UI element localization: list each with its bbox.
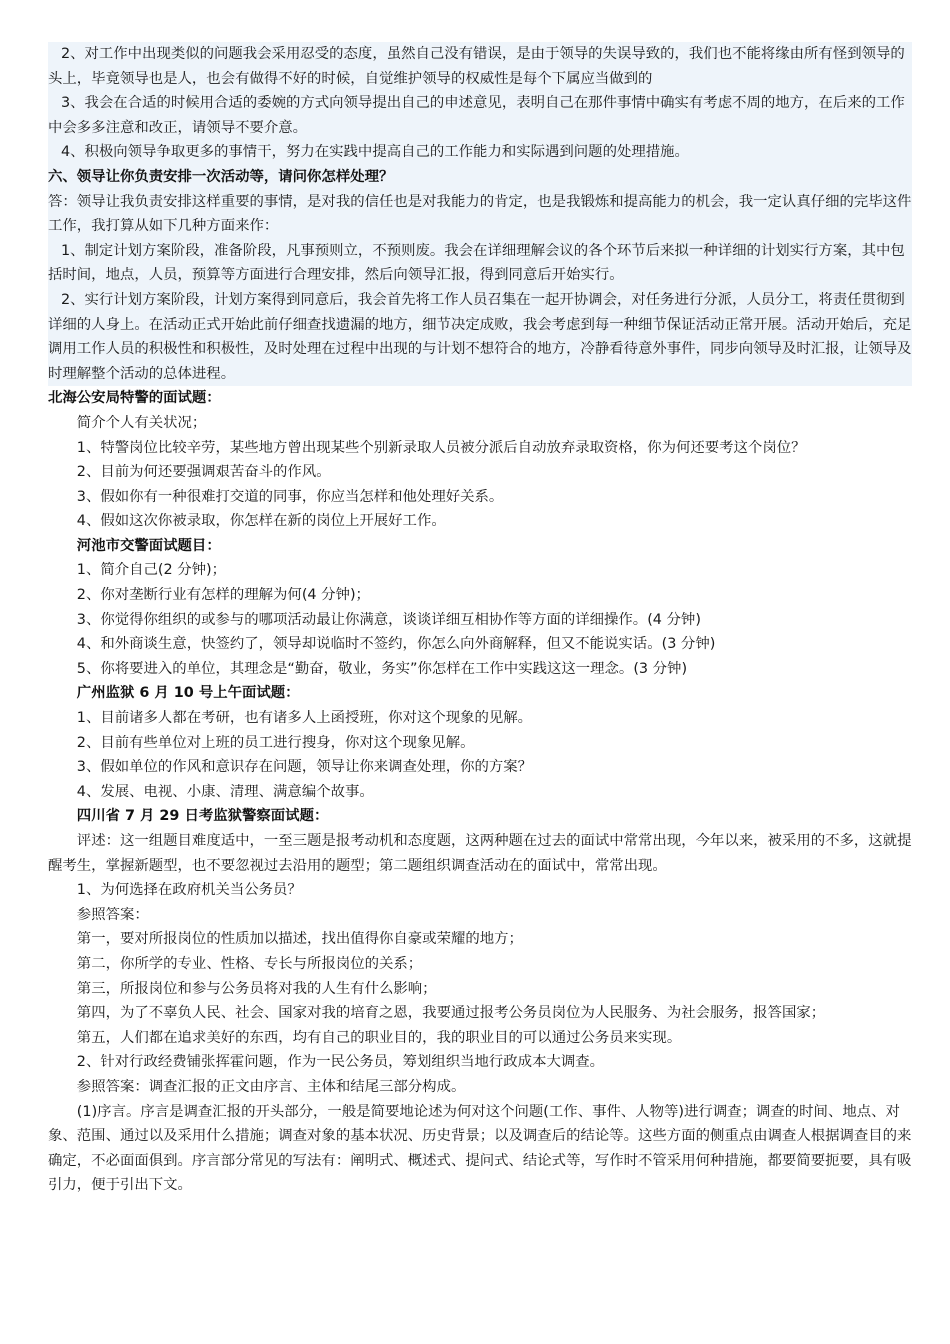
section-heading: 北海公安局特警的面试题： — [48, 390, 221, 407]
document-page — [48, 42, 912, 1198]
list-item: 第五，人们都在追求美好的东西，均有自己的职业目的，我的职业目的可以通过公务员来实现。 — [76, 1029, 682, 1046]
list-item: 第二，你所学的专业、性格、专长与所报岗位的关系； — [76, 955, 423, 972]
list-item: 3、假如单位的作风和意识存在问题，领导让你来调查处理，你的方案？ — [76, 759, 533, 776]
list-item: 2、针对行政经费铺张挥霍问题，作为一民公务员，筹划组织当地行政成本大调查。 — [76, 1054, 605, 1071]
section-heading: 四川省 7 月 29 日考监狱警察面试题： — [76, 808, 329, 825]
shaded-section — [48, 42, 912, 386]
paragraph: 答：领导让我负责安排这样重要的事情，是对我的信任也是对我能力的肯定，也是我锻炼和提高能力的机会，我一定认真仔细的完毕这件工作，我打算从如下几种方面来作： — [48, 193, 912, 235]
paragraph: 简介个人有关状况； — [76, 414, 207, 431]
paragraph: 4、积极向领导争取更多的事情干，努力在实践中提高自己的工作能力和实际遇到问题的处理措施。 — [60, 144, 689, 161]
list-item: 第一，要对所报岗位的性质加以描述，找出值得你自豪或荣耀的地方； — [76, 931, 523, 948]
list-item: 4、和外商谈生意，快签约了，领导却说临时不签约，你怎么向外商解释，但又不能说实话。(3 分钟) — [76, 636, 716, 653]
section-heading: 六、领导让你负责安排一次活动等，请问你怎样处理？ — [48, 168, 394, 185]
list-item: 4、假如这次你被录取，你怎样在新的岗位上开展好工作。 — [76, 513, 446, 530]
paragraph: 2、对工作中出现类似的问题我会采用忍受的态度，虽然自己没有错误，是由于领导的失误导致的，我们也不能将缘由所有怪到领导的头上，毕竟领导也是人，也会有做得不好的时候，自觉维护领导的权威性是每个下属应当做到的 — [48, 46, 905, 87]
list-item: 1、为何选择在政府机关当公务员？ — [76, 882, 302, 899]
list-item: 5、你将要进入的单位，其理念是“勤奋，敬业，务实”你怎样在工作中实践这这一理念。(3 分钟) — [76, 660, 688, 677]
list-item: 2、你对垄断行业有怎样的理解为何(4 分钟)； — [76, 587, 370, 604]
list-item: 3、你觉得你组织的或参与的哪项活动最让你满意，谈谈详细互相协作等方面的详细操作。(4 分钟) — [76, 611, 701, 628]
list-item: 4、发展、电视、小康、清理、满意编个故事。 — [76, 783, 374, 800]
section-heading: 河池市交警面试题目： — [76, 537, 221, 554]
list-item: 第四，为了不辜负人民、社会、国家对我的培育之恩，我要通过报考公务员岗位为人民服务、为社会服务，报答国家； — [76, 1005, 826, 1022]
paragraph: 参照答案：调查汇报的正文由序言、主体和结尾三部分构成。 — [76, 1078, 466, 1095]
paragraph: 3、我会在合适的时候用合适的委婉的方式向领导提出自己的申述意见，表明自己在那件事情中确实有考虑不周的地方，在后来的工作中会多多注意和改正，请领导不要介意。 — [48, 95, 905, 136]
list-item: 1、目前诸多人都在考研，也有诸多人上函授班，你对这个现象的见解。 — [76, 710, 533, 727]
list-item: 第三，所报岗位和参与公务员将对我的人生有什么影响； — [76, 980, 437, 997]
paragraph: (1)序言。序言是调查汇报的开头部分，一般是简要地论述为何对这个问题(工作、事件、人物等)进行调查；调查的时间、地点、对象、范围、通过以及采用什么措施；调查对象的基本状况、历史背景；以及调查后的结论等。这些方面的侧重点由调查人根据调查目的来确定，不必面面俱到。序言部分常见的写法有：阐明式、概述式、提问式、结论式等，写作时不管采用何种措施，都要简要扼要，具有吸引力，便于引出下文。 — [48, 1103, 912, 1194]
paragraph: 2、实行计划方案阶段，计划方案得到同意后，我会首先将工作人员召集在一起开协调会，对任务进行分派，人员分工，将责任贯彻到详细的人身上。在活动正式开始此前仔细查找遗漏的地方，细节决定成败，我会考虑到每一种细节保证活动正常开展。活动开始后，充足调用工作人员的积极性和积极性，及时处理在过程中出现的与计划不想符合的地方，冷静看待意外事件，同步向领导及时汇报，让领导及时理解整个活动的总体进程。 — [48, 291, 912, 382]
list-item: 1、简介自己(2 分钟)； — [76, 562, 227, 579]
paragraph: 参照答案： — [76, 906, 149, 923]
section-heading: 广州监狱 6 月 10 号上午面试题： — [76, 685, 300, 702]
list-item: 1、特警岗位比较辛劳，某些地方曾出现某些个别新录取人员被分派后自动放弃录取资格，你为何还要考这个岗位？ — [76, 439, 806, 456]
list-item: 2、目前为何还要强调艰苦奋斗的作风。 — [76, 464, 331, 481]
paragraph: 1、制定计划方案阶段，准备阶段，凡事预则立，不预则废。我会在详细理解会议的各个环节后来拟一种详细的计划实行方案，其中包括时间，地点，人员，预算等方面进行合理安排，然后向领导汇报，得到同意后开始实行。 — [48, 242, 905, 284]
paragraph: 评述：这一组题目难度适中，一至三题是报考动机和态度题，这两种题在过去的面试中常常出现，今年以来，被采用的不多，这就提醒考生，掌握新题型，也不要忽视过去沿用的题型；第二题组织调查活动在的面试中，常常出现。 — [48, 833, 912, 874]
list-item: 2、目前有些单位对上班的员工进行搜身，你对这个现象见解。 — [76, 734, 475, 751]
list-item: 3、假如你有一种很难打交道的同事，你应当怎样和他处理好关系。 — [76, 488, 504, 505]
